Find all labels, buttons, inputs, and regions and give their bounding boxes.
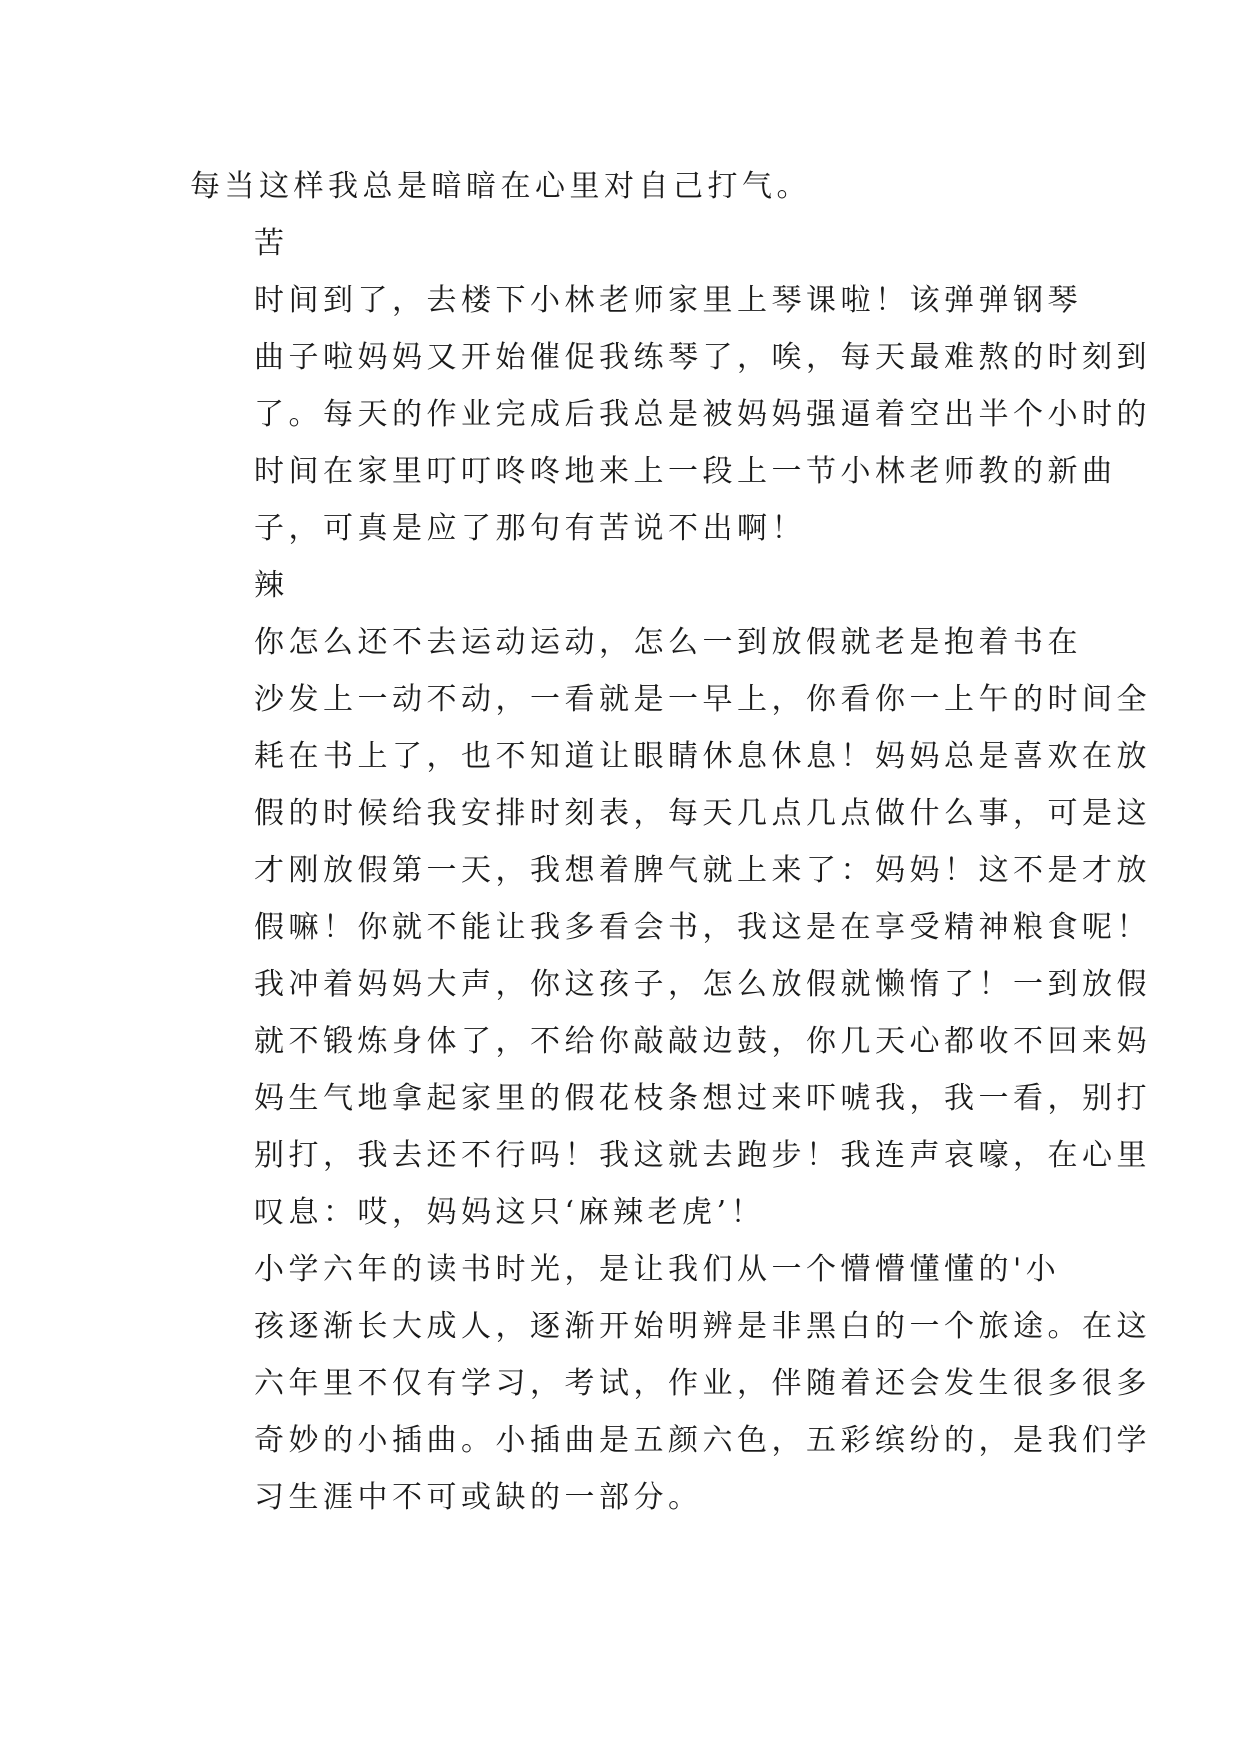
text-line: 叹息：哎，妈妈这只‘麻辣老虎’！ — [254, 1195, 766, 1230]
text-line: 我冲着妈妈大声，你这孩子，怎么放假就懒惰了！一到放假 — [254, 967, 1151, 1002]
text-line: 沙发上一动不动，一看就是一早上，你看你一上午的时间全 — [254, 682, 1151, 717]
text-line: 习生涯中不可或缺的一部分。 — [254, 1480, 703, 1515]
text-line: 时间在家里叮叮咚咚地来上一段上一节小林老师教的新曲 — [254, 454, 1117, 489]
text-line: 耗在书上了，也不知道让眼睛休息休息！妈妈总是喜欢在放 — [254, 739, 1151, 774]
text-line: 才刚放假第一天，我想着脾气就上来了：妈妈！这不是才放 — [254, 853, 1151, 888]
text-line: 辣 — [254, 568, 289, 603]
text-line: 妈生气地拿起家里的假花枝条想过来吓唬我，我一看，别打 — [254, 1081, 1151, 1116]
paragraph — [190, 557, 1052, 614]
paragraph — [190, 272, 1151, 557]
text-line: 了。每天的作业完成后我总是被妈妈强逼着空出半个小时的 — [254, 397, 1151, 432]
text-line: 你怎么还不去运动运动，怎么一到放假就老是抱着书在 — [254, 625, 1082, 660]
paragraph — [190, 158, 1052, 215]
text-line: 每当这样我总是暗暗在心里对自己打气。 — [190, 169, 811, 204]
text-line: 假嘛！你就不能让我多看会书，我这是在享受精神粮食呢！ — [254, 910, 1151, 945]
document-body — [190, 158, 1151, 1526]
text-line: 孩逐渐长大成人，逐渐开始明辨是非黑白的一个旅途。在这 — [254, 1309, 1151, 1344]
text-line: 别打，我去还不行吗！我这就去跑步！我连声哀嚎，在心里 — [254, 1138, 1151, 1173]
text-line: 假的时候给我安排时刻表，每天几点几点做什么事，可是这 — [254, 796, 1151, 831]
text-line: 小学六年的读书时光，是让我们从一个懵懵懂懂的'小 — [254, 1252, 1061, 1287]
paragraph — [190, 614, 1151, 1241]
paragraph — [190, 1241, 1151, 1526]
text-line: 就不锻炼身体了，不给你敲敲边鼓，你几天心都收不回来妈 — [254, 1024, 1151, 1059]
text-line: 苦 — [254, 226, 289, 261]
paragraph — [190, 215, 1052, 272]
text-line: 六年里不仅有学习，考试，作业，伴随着还会发生很多很多 — [254, 1366, 1151, 1401]
text-line: 子，可真是应了那句有苦说不出啊！ — [254, 511, 806, 546]
text-line: 奇妙的小插曲。小插曲是五颜六色，五彩缤纷的，是我们学 — [254, 1423, 1151, 1458]
text-line: 时间到了，去楼下小林老师家里上琴课啦！该弹弹钢琴 — [254, 283, 1082, 318]
text-line: 曲子啦妈妈又开始催促我练琴了，唉，每天最难熬的时刻到 — [254, 340, 1151, 375]
